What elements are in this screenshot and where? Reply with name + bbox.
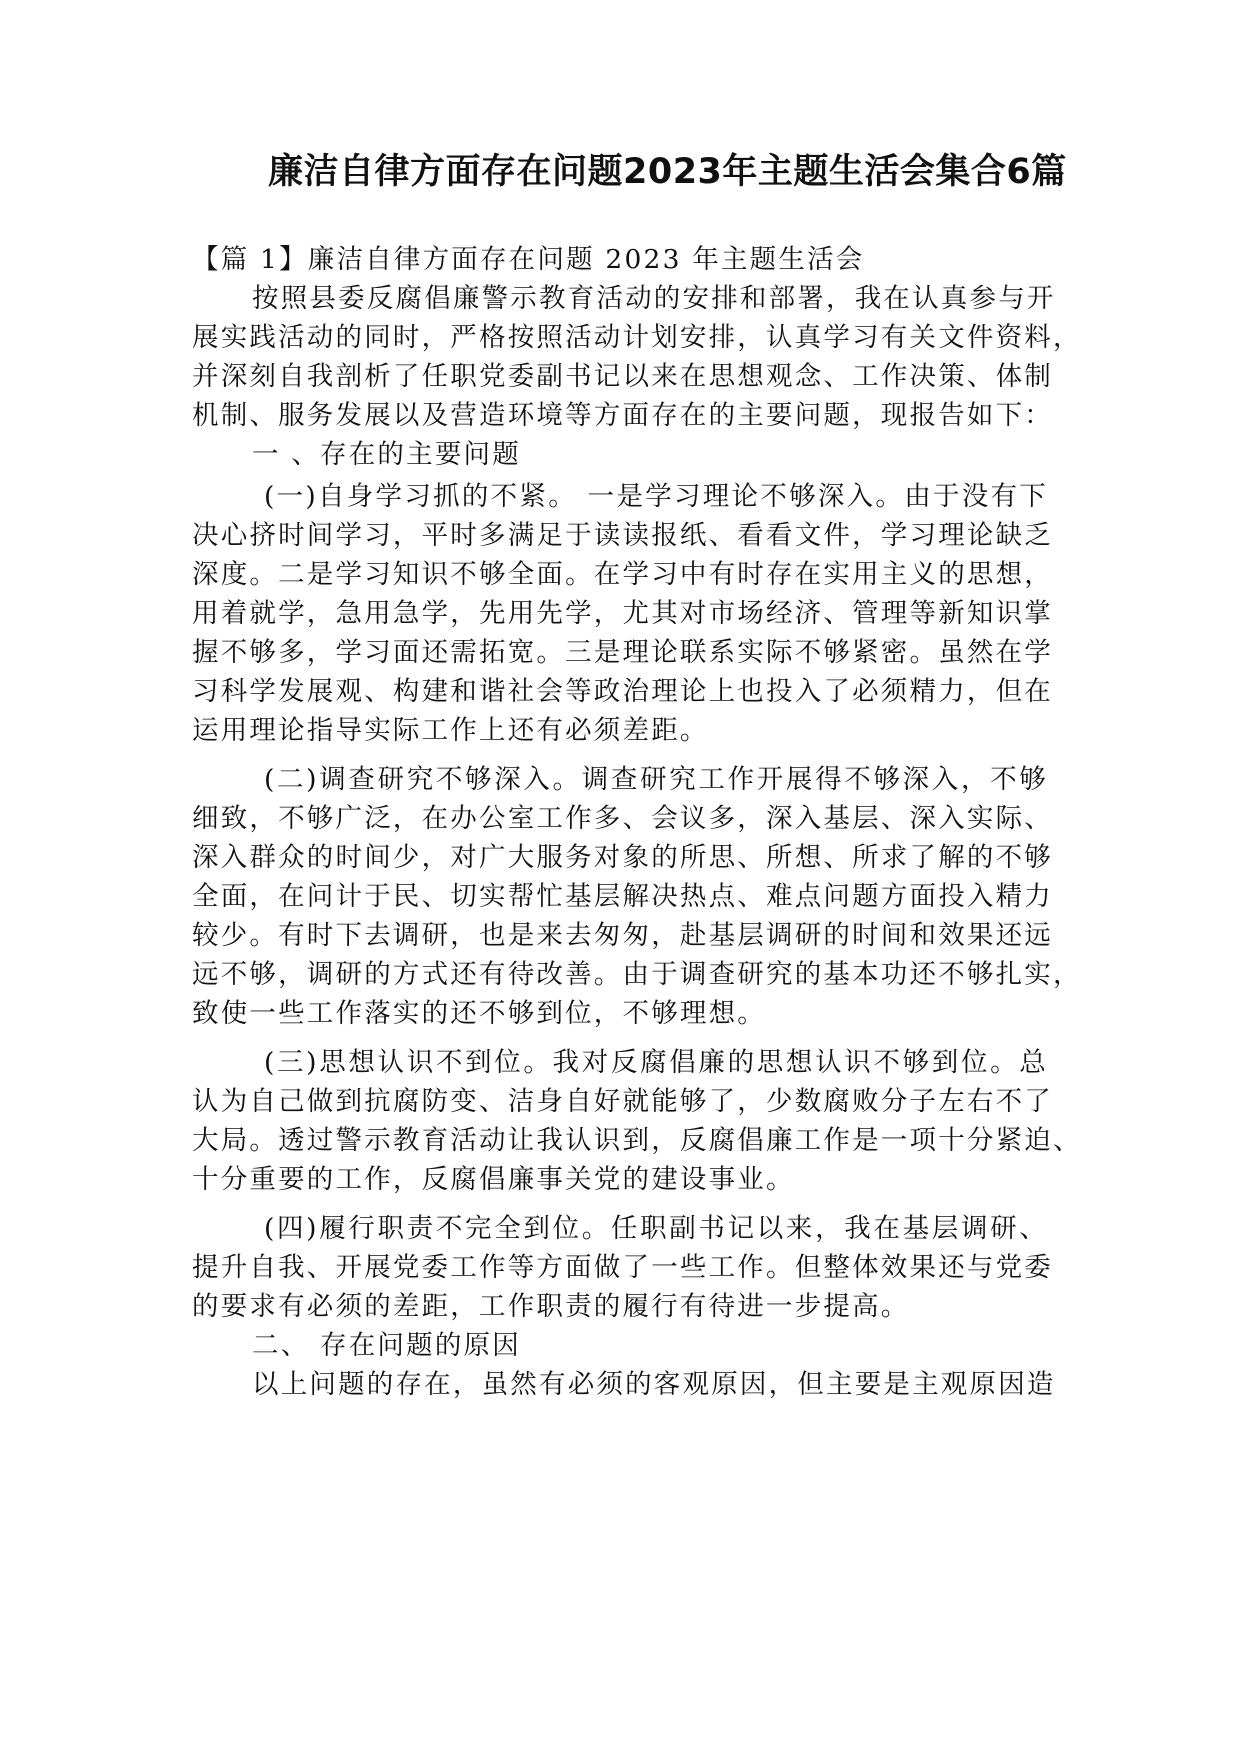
paragraph-line: 远不够，调研的方式还有待改善。由于调查研究的基本功还不够扎实， — [192, 959, 1082, 990]
paragraph-line: 运用理论指导实际工作上还有必须差距。 — [192, 715, 709, 746]
paragraph-line: 较少。有时下去调研，也是来去匆匆，赴基层调研的时间和效果还远 — [192, 920, 1053, 951]
paragraph-line: 用着就学，急用急学，先用先学，尤其对市场经济、管理等新知识掌 — [192, 598, 1053, 629]
paragraph-line: 致使一些工作落实的还不够到位，不够理想。 — [192, 998, 766, 1029]
paragraph-line: 握不够多，学习面还需拓宽。三是理论联系实际不够紧密。虽然在学 — [192, 637, 1053, 668]
subsection-heading: 一 、存在的主要问题 — [252, 439, 521, 470]
paragraph-line: 十分重要的工作，反腐倡廉事关党的建设事业。 — [192, 1164, 795, 1195]
paragraph-line: 细致，不够广泛，在办公室工作多、会议多，深入基层、深入实际、 — [192, 803, 1053, 834]
paragraph-line: 以上问题的存在，虽然有必须的客观原因，但主要是主观原因造 — [252, 1369, 1056, 1400]
paragraph-line: 大局。透过警示教育活动让我认识到，反腐倡廉工作是一项十分紧迫、 — [192, 1125, 1082, 1156]
paragraph-line: 按照县委反腐倡廉警示教育活动的安排和部署，我在认真参与开 — [252, 283, 1056, 314]
paragraph-line: 习科学发展观、构建和谐社会等政治理论上也投入了必须精力，但在 — [192, 676, 1053, 707]
paragraph-line: (一)自身学习抓的不紧。 一是学习理论不够深入。由于没有下 — [264, 481, 1048, 512]
paragraph-line: 的要求有必须的差距，工作职责的履行有待进一步提高。 — [192, 1291, 910, 1322]
section-heading: 【篇 1】廉洁自律方面存在问题 2023 年主题生活会 — [192, 244, 865, 275]
paragraph-line: (二)调查研究不够深入。调查研究工作开展得不够深入，不够 — [264, 764, 1048, 795]
paragraph-line: 认为自己做到抗腐防变、洁身自好就能够了，少数腐败分子左右不了 — [192, 1086, 1053, 1117]
paragraph-line: 深度。二是学习知识不够全面。在学习中有时存在实用主义的思想， — [192, 559, 1053, 590]
paragraph-line: (四)履行职责不完全到位。任职副书记以来，我在基层调研、 — [264, 1213, 1048, 1244]
subsection-heading: 二、 存在问题的原因 — [252, 1330, 521, 1361]
paragraph-line: 并深刻自我剖析了任职党委副书记以来在思想观念、工作决策、体制 — [192, 361, 1053, 392]
paragraph-line: 决心挤时间学习，平时多满足于读读报纸、看看文件，学习理论缺乏 — [192, 520, 1053, 551]
paragraph-line: 深入群众的时间少，对广大服务对象的所思、所想、所求了解的不够 — [192, 842, 1053, 873]
paragraph-line: 机制、服务发展以及营造环境等方面存在的主要问题，现报告如下： — [192, 400, 1053, 431]
paragraph-line: (三)思想认识不到位。我对反腐倡廉的思想认识不够到位。总 — [264, 1047, 1048, 1078]
paragraph-line: 提升自我、开展党委工作等方面做了一些工作。但整体效果还与党委 — [192, 1252, 1053, 1283]
paragraph-line: 全面，在问计于民、切实帮忙基层解决热点、难点问题方面投入精力 — [192, 881, 1053, 912]
document-body — [192, 240, 1082, 1404]
document-title: 廉洁自律方面存在问题2023年主题生活会集合6篇 — [268, 152, 1067, 192]
paragraph-line: 展实践活动的同时，严格按照活动计划安排，认真学习有关文件资料， — [192, 322, 1082, 353]
